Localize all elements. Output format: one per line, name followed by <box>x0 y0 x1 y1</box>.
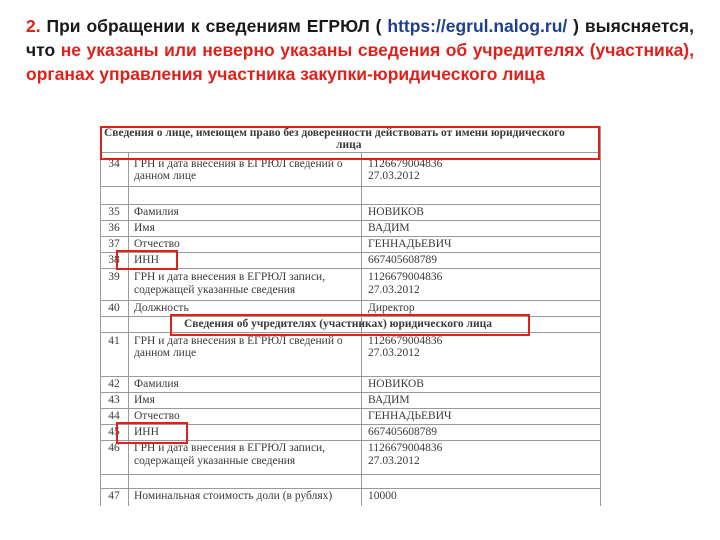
row-line <box>100 488 600 489</box>
row-value: 10000 <box>368 490 397 502</box>
row-label: Фамилия <box>134 378 179 390</box>
row-label: Номинальная стоимость доли (в рублях) <box>134 490 333 502</box>
row-number: 37 <box>108 238 120 250</box>
row-value: ГЕННАДЬЕВИЧ <box>368 410 452 422</box>
row-value: 1126679004836 <box>368 271 443 283</box>
highlight-box-section2 <box>170 314 530 336</box>
row-label: Должность <box>134 302 189 314</box>
heading-number: 2. <box>26 16 41 36</box>
row-number: 38 <box>108 254 120 266</box>
row-number: 47 <box>108 490 120 502</box>
row-value: Директор <box>368 302 415 314</box>
row-value: 667405608789 <box>368 254 437 266</box>
row-label: Фамилия <box>134 206 179 218</box>
row-label-cont: содержащей указанные сведения <box>134 284 296 296</box>
row-line <box>100 408 600 409</box>
slide-heading <box>26 14 694 86</box>
heading-text-2: ) выясняется, что <box>26 16 694 60</box>
row-line <box>100 300 600 301</box>
row-label: ИНН <box>134 426 159 438</box>
row-line <box>100 236 600 237</box>
row-line <box>100 376 600 377</box>
row-value: ВАДИМ <box>368 222 410 234</box>
section1-title-cont: лица <box>336 139 362 151</box>
row-number: 46 <box>108 442 120 454</box>
row-label: ГРН и дата внесения в ЕГРЮЛ сведений о <box>134 335 343 347</box>
row-value: НОВИКОВ <box>368 206 424 218</box>
row-label: Имя <box>134 394 155 406</box>
row-label: Отчество <box>134 238 180 250</box>
row-label: ГРН и дата внесения в ЕГРЮЛ записи, <box>134 442 326 454</box>
highlight-box-inn-2 <box>116 422 188 444</box>
row-line <box>100 204 600 205</box>
row-number: 41 <box>108 335 120 347</box>
row-number: 44 <box>108 410 120 422</box>
row-value: ГЕННАДЬЕВИЧ <box>368 238 452 250</box>
row-label: Отчество <box>134 410 180 422</box>
row-label-cont: данном лице <box>134 347 197 359</box>
row-label: Имя <box>134 222 155 234</box>
row-label-cont: содержащей указанные сведения <box>134 455 296 467</box>
row-value: 1126679004836 <box>368 442 443 454</box>
row-value: 1126679004836 <box>368 335 443 347</box>
row-label: ГРН и дата внесения в ЕГРЮЛ сведений о <box>134 158 343 170</box>
row-label: ГРН и дата внесения в ЕГРЮЛ записи, <box>134 271 326 283</box>
egrul-extract-image <box>96 126 604 506</box>
table-border-right <box>600 126 601 506</box>
row-number: 42 <box>108 378 120 390</box>
row-label: ИНН <box>134 254 159 266</box>
row-line <box>100 474 600 475</box>
row-value-cont: 27.03.2012 <box>368 455 420 467</box>
column-divider-1 <box>128 152 129 506</box>
row-value-cont: 27.03.2012 <box>368 284 420 296</box>
row-value: НОВИКОВ <box>368 378 424 390</box>
highlight-box-inn-1 <box>116 250 178 270</box>
row-line <box>100 220 600 221</box>
row-value: 1126679004836 <box>368 158 443 170</box>
row-number: 43 <box>108 394 120 406</box>
row-label-cont: данном лице <box>134 170 197 182</box>
row-number: 45 <box>108 426 120 438</box>
row-value-cont: 27.03.2012 <box>368 347 420 359</box>
section2-title: Сведения об учредителях (участниках) юридического лица <box>184 318 492 330</box>
section1-title: Сведения о лице, имеющем право без доверенности действовать от имени юридического <box>104 127 565 139</box>
heading-text-1: При обращении к сведениям ЕГРЮЛ ( <box>40 16 388 36</box>
row-number: 40 <box>108 302 120 314</box>
row-number: 35 <box>108 206 120 218</box>
row-number: 39 <box>108 271 120 283</box>
row-line <box>100 186 600 187</box>
highlight-box-section1 <box>100 126 600 160</box>
row-value: 667405608789 <box>368 426 437 438</box>
row-value-cont: 27.03.2012 <box>368 170 420 182</box>
row-number: 34 <box>108 158 120 170</box>
heading-highlight: не указаны или неверно указаны сведения об учредителях (участника), органах управления участника закупки-юридического лица <box>26 40 694 84</box>
row-line <box>100 392 600 393</box>
egrul-link[interactable]: https://egrul.nalog.ru/ <box>387 16 568 36</box>
row-number: 36 <box>108 222 120 234</box>
row-value: ВАДИМ <box>368 394 410 406</box>
